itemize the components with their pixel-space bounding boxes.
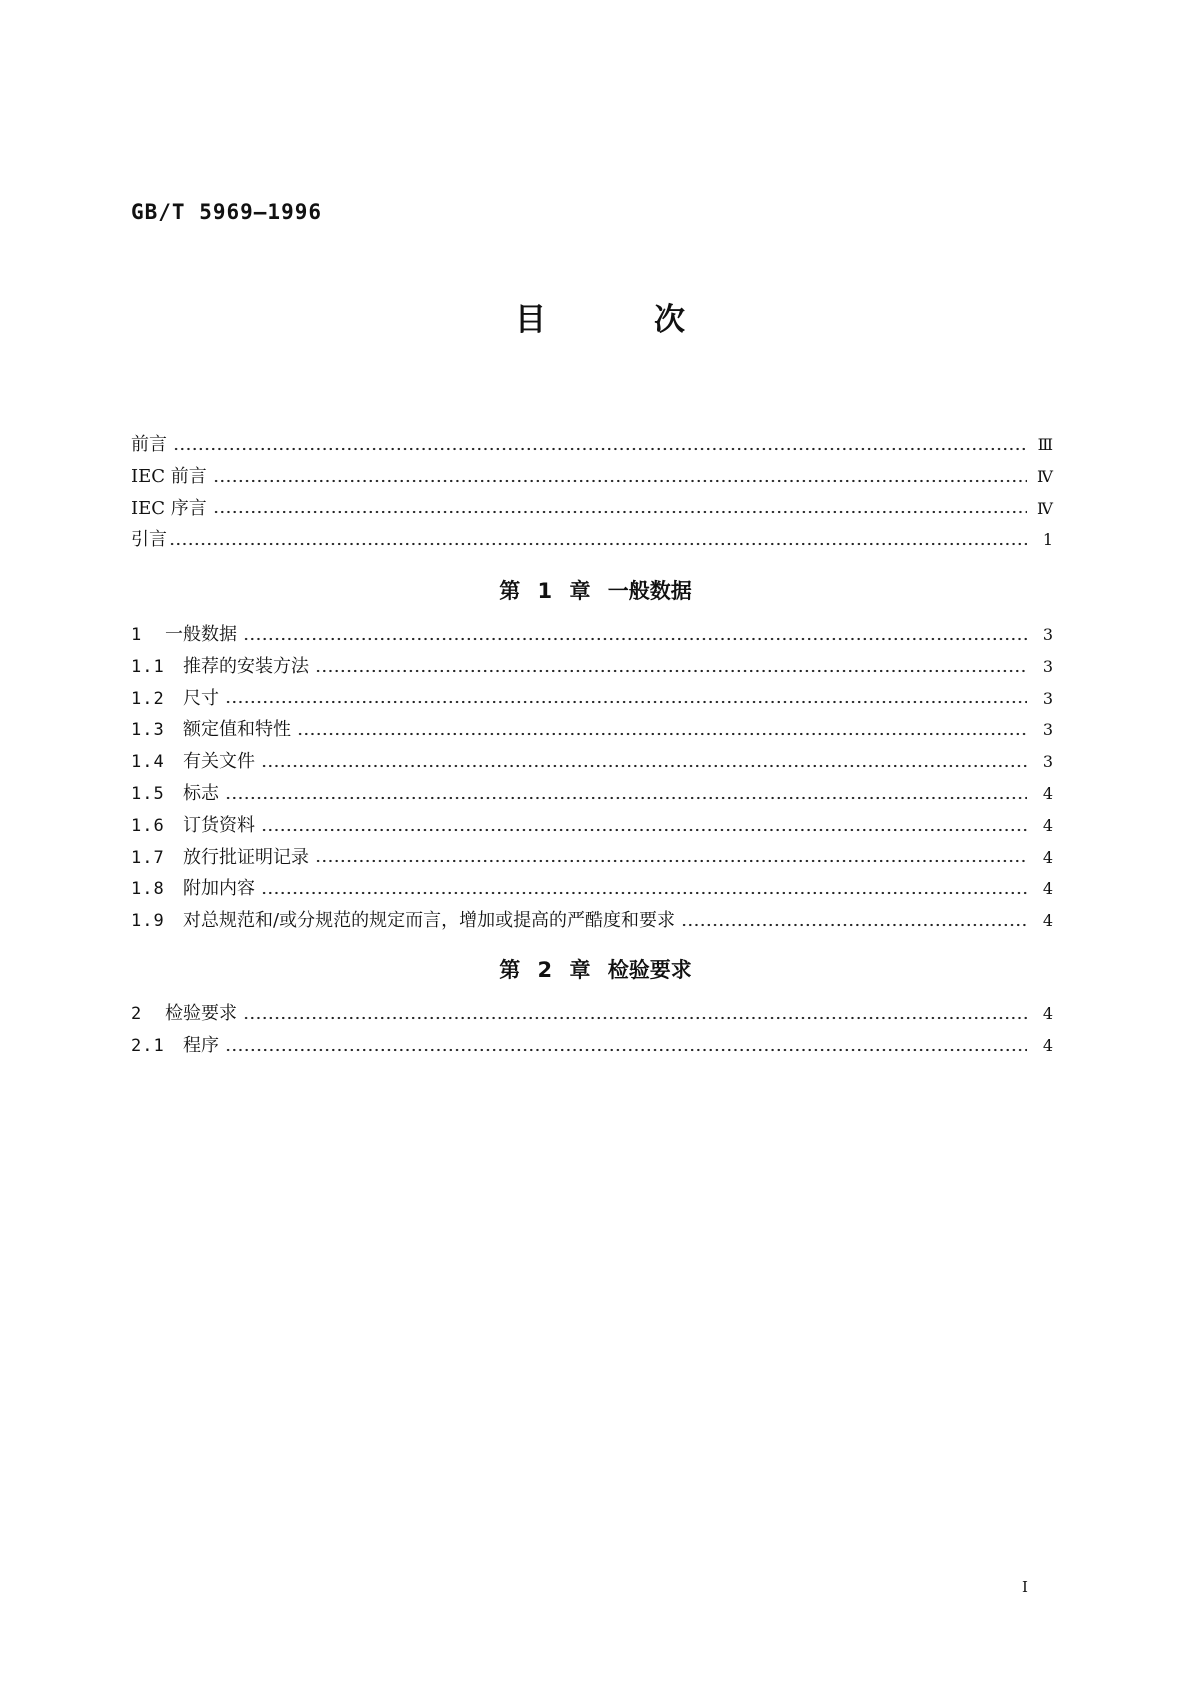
toc-entry-preface[interactable] (131, 429, 1053, 461)
toc-entry-number: 1.7 (131, 847, 165, 868)
toc-entry-label: 检验要求 (165, 1003, 237, 1024)
toc-entry-page: Ⅳ (1037, 498, 1053, 518)
dot-leader (681, 923, 1027, 927)
toc-entry-label: 额定值和特性 (183, 719, 291, 741)
toc-entry-number: 1.6 (131, 815, 165, 836)
dot-leader (261, 828, 1027, 832)
dot-leader (213, 510, 1027, 514)
dot-leader (261, 891, 1027, 895)
toc-entry-label: IEC 前言 (131, 465, 207, 487)
dot-leader (225, 700, 1027, 704)
dot-leader (173, 447, 1027, 451)
toc-entry-label: IEC 序言 (131, 497, 207, 519)
toc-entry-page: 4 (1042, 847, 1053, 867)
toc-entry-label: 有关文件 (183, 751, 255, 773)
toc-chapter-1 (131, 619, 1053, 937)
standard-number: GB/T 5969—1996 (131, 200, 323, 224)
toc-entry-label: 标志 (183, 782, 219, 804)
toc-entry-number: 1.4 (131, 752, 165, 773)
toc-entry-number: 2 (131, 1004, 143, 1024)
dot-leader (213, 479, 1027, 483)
toc-entry-iec-preface[interactable] (131, 461, 1053, 493)
toc-entry-page: 3 (1042, 656, 1053, 676)
toc-entry[interactable] (131, 842, 1053, 874)
toc-entry-number: 1.8 (131, 879, 165, 900)
toc-chapter-2 (131, 998, 1053, 1062)
toc-entry-page: 3 (1042, 720, 1053, 740)
toc-entry-introduction[interactable] (131, 524, 1053, 556)
toc-entry[interactable] (131, 998, 1053, 1030)
toc-entry-page: 4 (1042, 1004, 1053, 1023)
toc-entry-label: 附加内容 (183, 878, 255, 900)
toc-title (515, 294, 685, 339)
toc-entry-page: 4 (1042, 879, 1053, 899)
toc-entry-page: 4 (1042, 1035, 1053, 1055)
toc-entry-page: 1 (1042, 530, 1053, 550)
toc-entry-page: 4 (1042, 815, 1053, 835)
toc-entry-page: Ⅳ (1037, 466, 1053, 486)
dot-leader (243, 1016, 1027, 1020)
dot-leader (315, 859, 1027, 863)
toc-entry-label: 一般数据 (165, 624, 237, 645)
dot-leader (315, 669, 1027, 673)
toc-entry-label: 引言 (131, 529, 167, 551)
toc-entry-iec-foreword[interactable] (131, 493, 1053, 525)
toc-entry[interactable] (131, 810, 1053, 842)
toc-entry-page: Ⅲ (1037, 435, 1053, 454)
dot-leader (297, 732, 1027, 736)
toc-entry[interactable] (131, 683, 1053, 715)
toc-entry-label: 放行批证明记录 (183, 846, 309, 868)
toc-entry-number: 1.5 (131, 783, 165, 804)
toc-entry[interactable] (131, 1030, 1053, 1062)
toc-entry-number: 1.1 (131, 656, 165, 677)
dot-leader (243, 637, 1027, 641)
toc-front-matter (131, 429, 1053, 556)
toc-entry-page: 3 (1042, 688, 1053, 708)
toc-entry[interactable] (131, 746, 1053, 778)
toc-entry-label: 前言 (131, 434, 167, 455)
toc-entry[interactable] (131, 651, 1053, 683)
toc-entry-number: 1.3 (131, 720, 165, 741)
dot-leader (225, 1048, 1027, 1052)
toc-entry-page: 4 (1042, 783, 1053, 803)
dot-leader (261, 764, 1027, 768)
chapter-1-heading: 第 1 章 一般数据 (499, 579, 692, 603)
toc-entry[interactable] (131, 778, 1053, 810)
toc-entry-page: 4 (1042, 911, 1053, 931)
toc-entry-number: 1 (131, 625, 143, 645)
dot-leader (169, 542, 1027, 546)
dot-leader (225, 796, 1027, 800)
toc-entry-page: 3 (1042, 625, 1053, 644)
toc-entry[interactable] (131, 714, 1053, 746)
toc-entry[interactable] (131, 873, 1053, 905)
toc-entry-label: 对总规范和/或分规范的规定而言，增加或提高的严酷度和要求 (183, 910, 676, 932)
toc-entry[interactable] (131, 905, 1053, 937)
toc-entry-label: 订货资料 (183, 814, 255, 836)
toc-entry-number: 1.2 (131, 688, 165, 709)
toc-entry-number: 2.1 (131, 1035, 165, 1056)
toc-title-char-2: 次 (654, 302, 685, 338)
toc-entry-number: 1.9 (131, 911, 165, 932)
toc-title-char-1: 目 (515, 302, 546, 338)
chapter-2-heading: 第 2 章 检验要求 (499, 958, 692, 982)
toc-entry-page: 3 (1042, 752, 1053, 772)
toc-entry[interactable] (131, 619, 1053, 651)
toc-entry-label: 尺寸 (183, 687, 219, 709)
page-number: I (1022, 1578, 1028, 1596)
toc-entry-label: 推荐的安装方法 (183, 655, 309, 677)
toc-entry-label: 程序 (183, 1034, 219, 1056)
